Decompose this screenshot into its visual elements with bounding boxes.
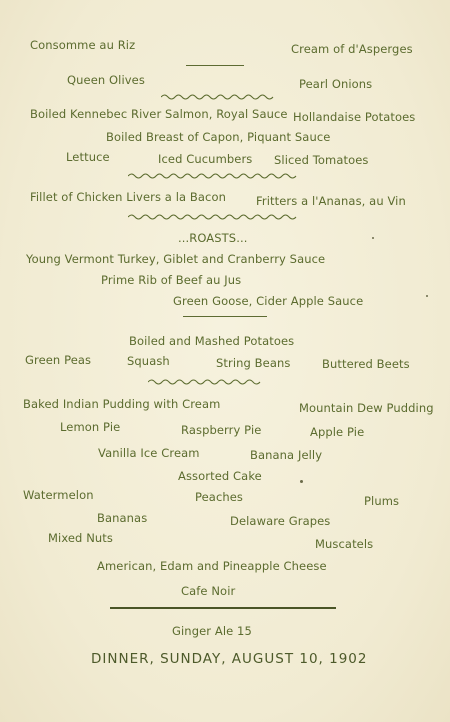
menu-item-banana-jelly: Banana Jelly bbox=[250, 448, 323, 462]
menu-item-lemon-pie: Lemon Pie bbox=[60, 420, 121, 434]
menu-item-prime-rib: Prime Rib of Beef au Jus bbox=[101, 273, 242, 287]
menu-item-chicken-livers: Fillet of Chicken Livers a la Bacon bbox=[30, 190, 226, 204]
menu-item-plums: Plums bbox=[364, 494, 400, 508]
short-divider bbox=[186, 65, 244, 66]
menu-item-indian-pudding: Baked Indian Pudding with Cream bbox=[23, 397, 221, 411]
paper-speck bbox=[300, 480, 303, 483]
wavy-divider bbox=[148, 378, 264, 386]
paper-speck bbox=[426, 295, 428, 297]
menu-item-lettuce: Lettuce bbox=[66, 150, 110, 164]
menu-item-capon: Boiled Breast of Capon, Piquant Sauce bbox=[106, 130, 331, 144]
dinner-date: DINNER, SUNDAY, AUGUST 10, 1902 bbox=[91, 651, 368, 667]
paper-speck bbox=[372, 237, 374, 239]
menu-item-salmon: Boiled Kennebec River Salmon, Royal Sauce bbox=[30, 107, 288, 121]
menu-item-buttered-beets: Buttered Beets bbox=[322, 357, 410, 371]
menu-item-green-peas: Green Peas bbox=[25, 353, 92, 367]
menu-item-potatoes: Boiled and Mashed Potatoes bbox=[129, 334, 295, 348]
menu-item-muscatels: Muscatels bbox=[315, 537, 374, 551]
roasts-heading: ...ROASTS... bbox=[178, 231, 248, 245]
short-divider bbox=[183, 316, 267, 317]
menu-item-assorted-cake: Assorted Cake bbox=[178, 469, 262, 483]
menu-item-cucumbers: Iced Cucumbers bbox=[158, 152, 253, 166]
menu-item-hollandaise: Hollandaise Potatoes bbox=[293, 110, 416, 124]
menu-item-tomatoes: Sliced Tomatoes bbox=[274, 153, 369, 167]
menu-item-delaware-grapes: Delaware Grapes bbox=[230, 514, 331, 528]
wavy-divider bbox=[128, 172, 298, 180]
menu-item-peaches: Peaches bbox=[195, 490, 244, 504]
menu-item-queen-olives: Queen Olives bbox=[67, 73, 145, 87]
menu-item-squash: Squash bbox=[127, 354, 170, 368]
menu-item-cheese: American, Edam and Pineapple Cheese bbox=[97, 559, 327, 573]
wavy-divider bbox=[128, 213, 298, 221]
ginger-ale-price: Ginger Ale 15 bbox=[172, 624, 252, 638]
menu-item-vanilla-ice-cream: Vanilla Ice Cream bbox=[98, 446, 200, 460]
menu-item-mountain-dew-pudding: Mountain Dew Pudding bbox=[299, 401, 434, 415]
menu-item-green-goose: Green Goose, Cider Apple Sauce bbox=[173, 294, 364, 308]
menu-item-consomme: Consomme au Riz bbox=[30, 38, 136, 52]
menu-item-cafe-noir: Cafe Noir bbox=[181, 584, 236, 598]
menu-item-apple-pie: Apple Pie bbox=[310, 425, 365, 439]
menu-item-pearl-onions: Pearl Onions bbox=[299, 77, 373, 91]
menu-item-fritters: Fritters a l'Ananas, au Vin bbox=[256, 194, 406, 208]
menu-item-cream-asperges: Cream of d'Asperges bbox=[291, 42, 413, 56]
menu-item-bananas: Bananas bbox=[97, 511, 148, 525]
menu-item-watermelon: Watermelon bbox=[23, 488, 94, 502]
menu-item-turkey: Young Vermont Turkey, Giblet and Cranberry Sauce bbox=[26, 252, 326, 266]
menu-item-raspberry-pie: Raspberry Pie bbox=[181, 423, 262, 437]
menu-item-string-beans: String Beans bbox=[216, 356, 291, 370]
wavy-divider bbox=[161, 93, 275, 101]
footer-divider bbox=[110, 607, 336, 609]
menu-item-mixed-nuts: Mixed Nuts bbox=[48, 531, 113, 545]
